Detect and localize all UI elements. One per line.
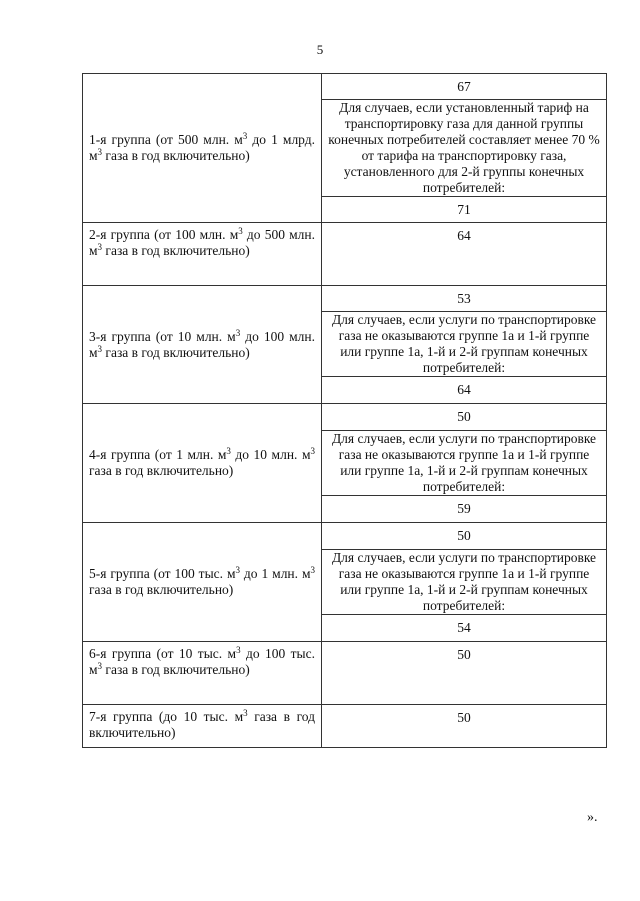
group-cell-1: 1-я группа (от 500 млн. $м^3$ до 1 млрд. $м^3$ газа в год включительно) — [83, 74, 322, 223]
value-cell: 50 — [322, 523, 607, 550]
tariff-table — [82, 73, 607, 748]
value-cell: 67 — [322, 74, 607, 100]
value-cell: 59 — [322, 496, 607, 523]
table-row — [83, 523, 607, 550]
value-cell: 50 — [322, 642, 607, 705]
note-cell: Для случаев, если услуги по транспортировке газа не оказываются группе 1а и 1-й группе или группе 1а, 1-й и 2-й группам конечных потребителей: — [322, 550, 607, 615]
group-cell-3: 3-я группа (от 10 млн. $м^3$ до 100 млн. $м^3$ газа в год включительно) — [83, 286, 322, 404]
table-row — [83, 705, 607, 748]
value-cell: 71 — [322, 197, 607, 223]
group-cell-2: 2-я группа (от 100 млн. $м^3$ до 500 млн. $м^3$ газа в год включительно) — [83, 223, 322, 286]
value-cell: 53 — [322, 286, 607, 312]
table-row — [83, 642, 607, 705]
value-cell: 64 — [322, 223, 607, 286]
group-cell-4: 4-я группа (от 1 млн. $м^3$ до 10 млн. $м^3$ газа в год включительно) — [83, 404, 322, 523]
note-cell: Для случаев, если установленный тариф на транспортировку газа для данной группы конечных потребителей составляет менее 70 % от тарифа на транспортировку газа, установленного для 2-й группы конечных потребителей: — [322, 100, 607, 197]
page-number: 5 — [316, 42, 324, 57]
group-cell-7: 7-я группа (до 10 тыс. $м^3$ газа в год включительно) — [83, 705, 322, 748]
note-cell: Для случаев, если услуги по транспортировке газа не оказываются группе 1а и 1-й группе или группе 1а, 1-й и 2-й группам конечных потребителей: — [322, 431, 607, 496]
note-cell: Для случаев, если услуги по транспортировке газа не оказываются группе 1а и 1-й группе или группе 1а, 1-й и 2-й группам конечных потребителей: — [322, 312, 607, 377]
value-cell: 54 — [322, 615, 607, 642]
closing-quote-mark: ». — [587, 810, 598, 825]
table-row — [83, 286, 607, 312]
value-cell: 50 — [322, 705, 607, 748]
table-row — [83, 404, 607, 431]
value-cell: 64 — [322, 377, 607, 404]
table-row — [83, 223, 607, 286]
table-row — [83, 74, 607, 100]
group-cell-6: 6-я группа (от 10 тыс. $м^3$ до 100 тыс. $м^3$ газа в год включительно) — [83, 642, 322, 705]
group-cell-5: 5-я группа (от 100 тыс. $м^3$ до 1 млн. $м^3$ газа в год включительно) — [83, 523, 322, 642]
value-cell: 50 — [322, 404, 607, 431]
